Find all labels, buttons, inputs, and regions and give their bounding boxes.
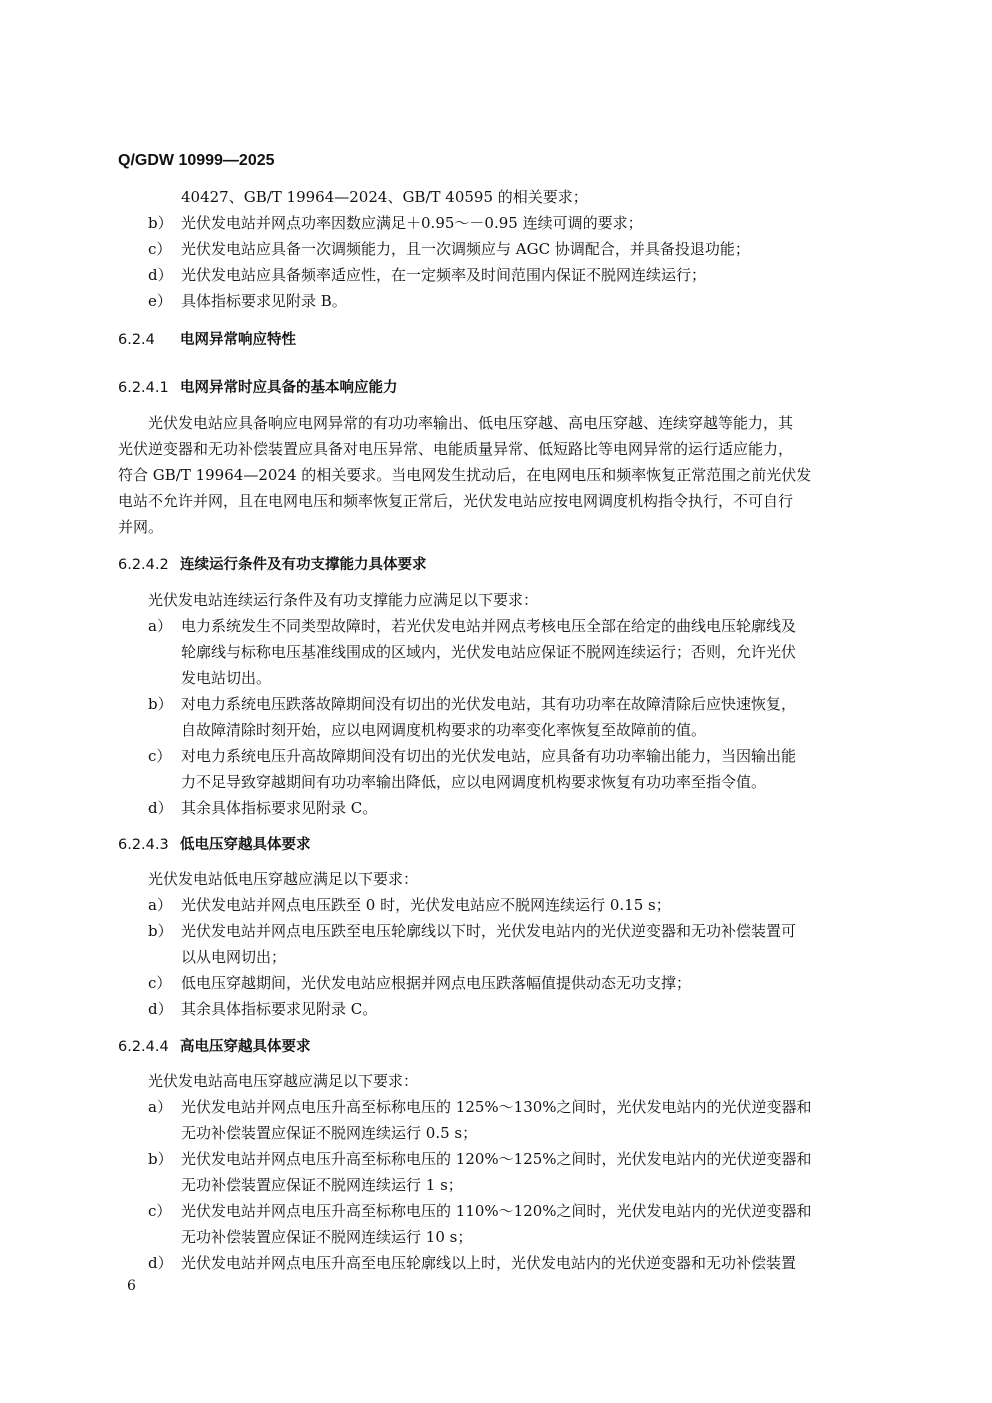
section-heading-6-2-4 bbox=[118, 330, 296, 350]
list-text: 其余具体指标要求见附录 C。 bbox=[181, 1000, 378, 1018]
list-marker: b） bbox=[148, 1150, 173, 1168]
paragraph-line: 光伏发电站高电压穿越应满足以下要求： bbox=[148, 1072, 419, 1090]
list-text: 无功补偿装置应保证不脱网连续运行 1 s； bbox=[181, 1176, 463, 1194]
list-marker: b） bbox=[148, 922, 173, 940]
section-heading-6-2-4-4 bbox=[118, 1037, 311, 1057]
list-marker: b） bbox=[148, 695, 173, 713]
list-marker: c） bbox=[148, 240, 172, 258]
list-text: 光伏发电站应具备一次调频能力，且一次调频应与 AGC 协调配合，并具备投退功能； bbox=[181, 240, 750, 258]
list-text: 光伏发电站并网点电压跌至 0 时，光伏发电站应不脱网连续运行 0.15 s； bbox=[181, 896, 671, 914]
section-number: 6.2.4.4 bbox=[118, 1039, 169, 1055]
list-marker: c） bbox=[148, 1202, 172, 1220]
list-text: 光伏发电站并网点电压升高至电压轮廓线以上时，光伏发电站内的光伏逆变器和无功补偿装置 bbox=[181, 1254, 797, 1272]
list-text: 力不足导致穿越期间有功功率输出降低，应以电网调度机构要求恢复有功功率至指令值。 bbox=[181, 773, 767, 791]
list-marker: d） bbox=[148, 266, 173, 284]
standard-code: Q/GDW 10999—2025 bbox=[118, 152, 275, 169]
page-number: 6 bbox=[127, 1278, 136, 1294]
list-text: 自故障清除时刻开始，应以电网调度机构要求的功率变化率恢复至故障前的值。 bbox=[181, 721, 707, 739]
list-text: 其余具体指标要求见附录 C。 bbox=[181, 799, 378, 817]
list-text: 以从电网切出； bbox=[181, 948, 287, 966]
list-marker: c） bbox=[148, 974, 172, 992]
section-title: 低电压穿越具体要求 bbox=[180, 837, 311, 853]
list-marker: a） bbox=[148, 617, 172, 635]
paragraph-line: 并网。 bbox=[118, 518, 164, 536]
list-marker: a） bbox=[148, 896, 172, 914]
paragraph-line: 光伏发电站低电压穿越应满足以下要求： bbox=[148, 870, 419, 888]
list-text: 无功补偿装置应保证不脱网连续运行 10 s； bbox=[181, 1228, 473, 1246]
paragraph-line: 光伏发电站应具备响应电网异常的有功功率输出、低电压穿越、高电压穿越、连续穿越等能力，其 bbox=[148, 414, 794, 432]
list-text: 具体指标要求见附录 B。 bbox=[181, 292, 347, 310]
list-text: 光伏发电站应具备频率适应性，在一定频率及时间范围内保证不脱网连续运行； bbox=[181, 266, 707, 284]
list-text: 轮廓线与标称电压基准线围成的区域内，光伏发电站应保证不脱网连续运行；否则，允许光伏 bbox=[181, 643, 797, 661]
list-text: 无功补偿装置应保证不脱网连续运行 0.5 s； bbox=[181, 1124, 478, 1142]
list-marker: a） bbox=[148, 1098, 172, 1116]
section-heading-6-2-4-3 bbox=[118, 835, 311, 855]
paragraph-line: 光伏发电站连续运行条件及有功支撑能力应满足以下要求： bbox=[148, 591, 539, 609]
list-text: 光伏发电站并网点电压升高至标称电压的 125%～130%之间时，光伏发电站内的光伏逆变器和 bbox=[181, 1098, 812, 1116]
list-text: 低电压穿越期间，光伏发电站应根据并网点电压跌落幅值提供动态无功支撑； bbox=[181, 974, 692, 992]
section-number: 6.2.4 bbox=[118, 332, 155, 348]
list-marker: d） bbox=[148, 799, 173, 817]
section-title: 高电压穿越具体要求 bbox=[180, 1039, 311, 1055]
section-title: 电网异常时应具备的基本响应能力 bbox=[180, 380, 398, 396]
list-text: 光伏发电站并网点电压跌至电压轮廓线以下时，光伏发电站内的光伏逆变器和无功补偿装置可 bbox=[181, 922, 797, 940]
section-title: 电网异常响应特性 bbox=[180, 332, 296, 348]
list-text: 40427、GB/T 19964—2024、GB/T 40595 的相关要求； bbox=[181, 188, 588, 206]
list-text: 电力系统发生不同类型故障时，若光伏发电站并网点考核电压全部在给定的曲线电压轮廓线及 bbox=[181, 617, 797, 635]
section-number: 6.2.4.1 bbox=[118, 380, 169, 396]
list-marker: e） bbox=[148, 292, 172, 310]
section-title: 连续运行条件及有功支撑能力具体要求 bbox=[180, 557, 427, 573]
list-marker: c） bbox=[148, 747, 172, 765]
list-text: 光伏发电站并网点功率因数应满足＋0.95～－0.95 连续可调的要求； bbox=[181, 214, 643, 232]
paragraph-line: 电站不允许并网，且在电网电压和频率恢复正常后，光伏发电站应按电网调度机构指令执行，不可自行 bbox=[118, 492, 794, 510]
section-heading-6-2-4-2 bbox=[118, 555, 427, 575]
list-text: 发电站切出。 bbox=[181, 669, 272, 687]
list-marker: b） bbox=[148, 214, 173, 232]
list-text: 光伏发电站并网点电压升高至标称电压的 110%～120%之间时，光伏发电站内的光伏逆变器和 bbox=[181, 1202, 812, 1220]
list-marker: d） bbox=[148, 1254, 173, 1272]
section-heading-6-2-4-1 bbox=[118, 378, 398, 398]
paragraph-line: 符合 GB/T 19964—2024 的相关要求。当电网发生扰动后，在电网电压和频率恢复正常范围之前光伏发 bbox=[118, 466, 812, 484]
paragraph-line: 光伏逆变器和无功补偿装置应具备对电压异常、电能质量异常、低短路比等电网异常的运行适应能力， bbox=[118, 440, 794, 458]
section-number: 6.2.4.2 bbox=[118, 557, 169, 573]
list-text: 对电力系统电压升高故障期间没有切出的光伏发电站，应具备有功功率输出能力，当因输出能 bbox=[181, 747, 797, 765]
list-text: 对电力系统电压跌落故障期间没有切出的光伏发电站，其有功功率在故障清除后应快速恢复， bbox=[181, 695, 797, 713]
section-number: 6.2.4.3 bbox=[118, 837, 169, 853]
list-text: 光伏发电站并网点电压升高至标称电压的 120%～125%之间时，光伏发电站内的光伏逆变器和 bbox=[181, 1150, 812, 1168]
list-marker: d） bbox=[148, 1000, 173, 1018]
